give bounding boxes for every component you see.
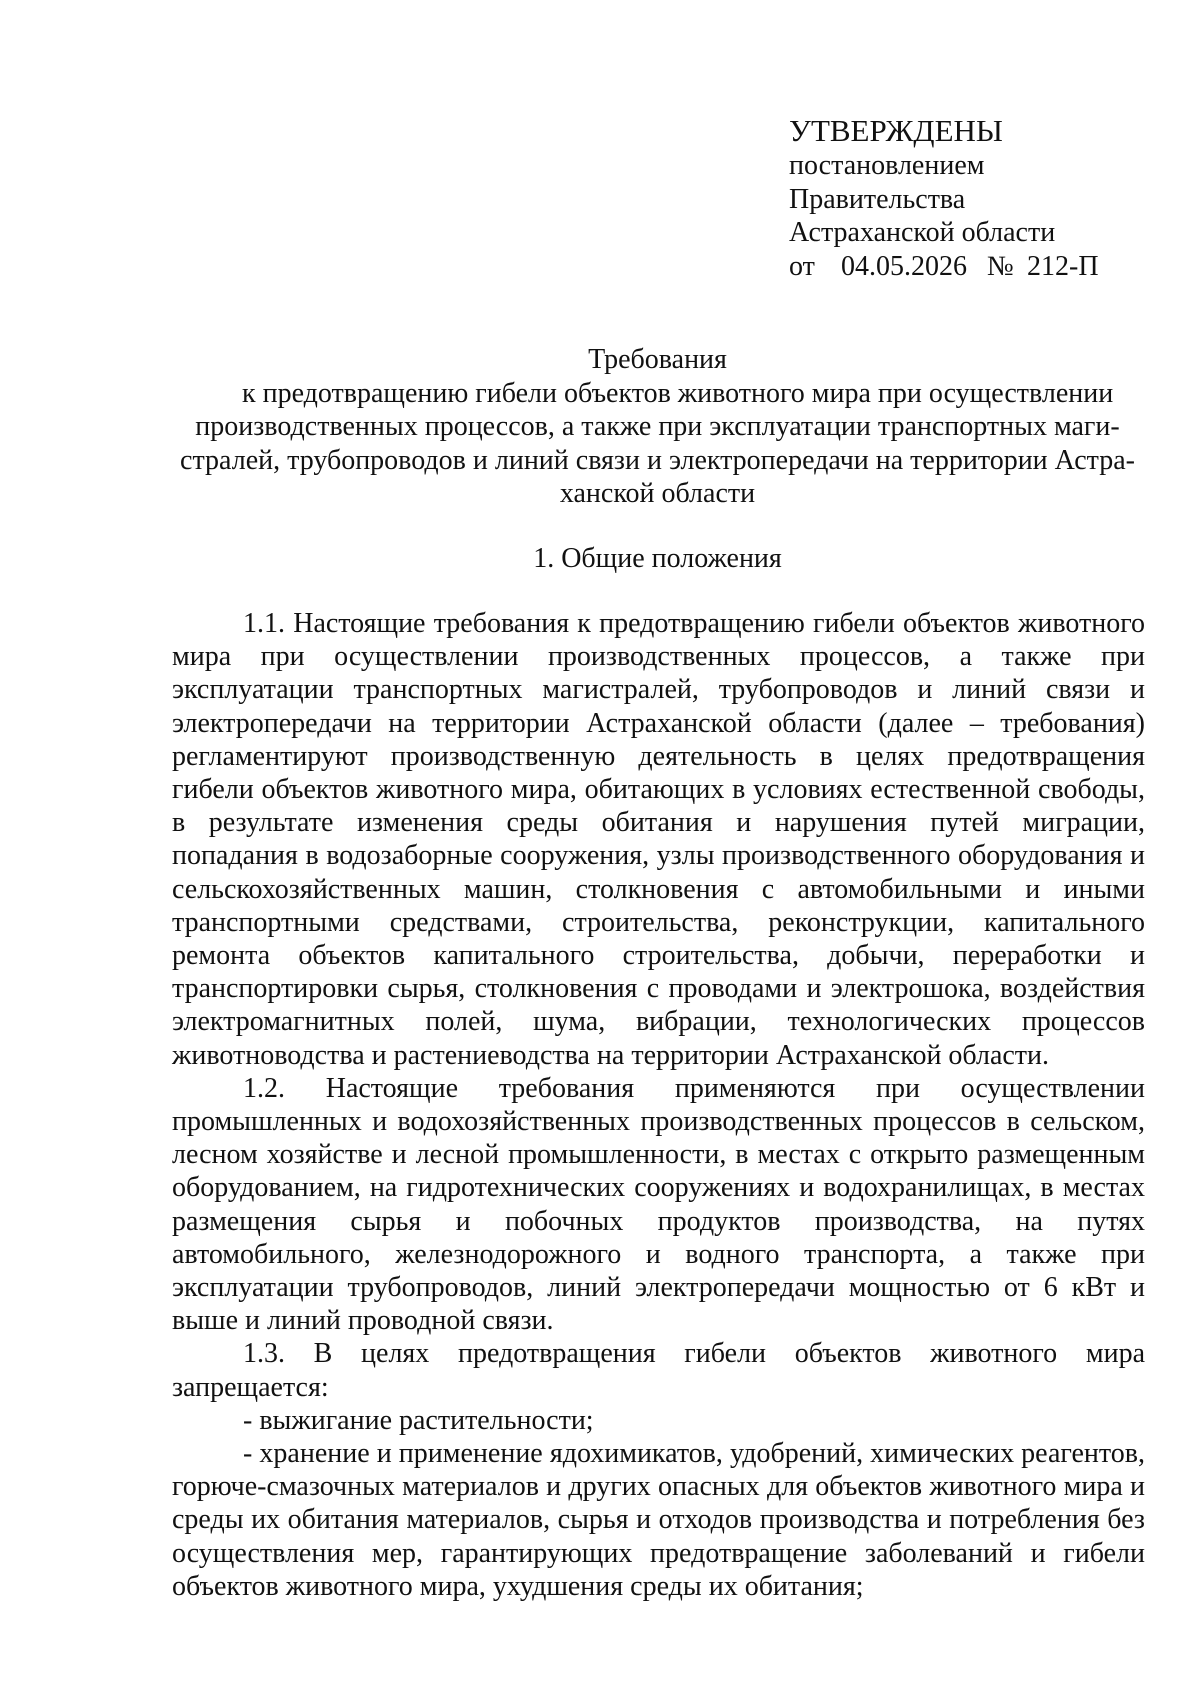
date-prefix: от <box>789 250 815 282</box>
heading-line-2: производственных процессов, а также при эксплуатации транспортных маги- <box>195 411 1120 442</box>
list-item-chemicals: - хранение и применение ядохимикатов, удобрений, химических реагентов, горюче-смазочных материалов и других опасных для объектов животного мира и среды их обитания материалов, сырья и отходов производства и потребления без осуществления мер, гарантирующих предотвращение заболеваний и гибели объектов животного мира, ухудшения среды их обитания; <box>172 1438 1145 1602</box>
heading-line-4: ханской области <box>559 478 756 509</box>
approval-line-region: Астраханской области <box>789 217 1056 248</box>
document-heading <box>170 343 1145 511</box>
paragraph-1-1: 1.1. Настоящие требования к предотвращению гибели объектов животного мира при осуществлении производственных процессов, а также при эксплуатации транспортных магистралей, трубопроводов и линий связи и электропередачи на территории Астраханской области (далее – требования) регламентируют производственную деятельность в целях предотвращения гибели объектов животного мира, обитающих в условиях естественной свободы, в результате изменения среды обитания и нарушения путей миграции, попадания в водозаборные сооружения, узлы производственного оборудования и сельскохозяйственных машин, столкновения с автомобильными и иными транспортными средствами, строительства, реконструкции, капитального ремонта объектов капитального строительства, добычи, переработки и транспортировки сырья, столкновения с проводами и электрошока, воздействия электромагнитных полей, шума, вибрации, технологических процессов животноводства и растениеводства на территории Астраханской области. <box>172 608 1145 1071</box>
heading-line-3: стралей, трубопроводов и линий связи и электропередачи на территории Астра- <box>180 444 1135 476</box>
section-title: 1. Общие положения <box>533 543 782 574</box>
approval-line-government: Правительства <box>789 183 966 215</box>
approval-date-line <box>789 250 1129 284</box>
paragraph-1-3: 1.3. В целях предотвращения гибели объектов животного мира запрещается: <box>172 1338 1145 1403</box>
heading-title: Требования <box>588 344 727 375</box>
paragraph-1-2: 1.2. Настоящие требования применяются при осуществлении промышленных и водохозяйственных производственных процессов в сельском, лесном хозяйстве и лесной промышленности, в местах с открыто размещенным оборудованием, на гидротехнических сооружениях и водохранилищах, в местах размещения сырья и побочных продуктов производства, на путях автомобильного, железнодорожного и водного транспорта, а также при эксплуатации трубопроводов, линий электропередачи мощностью от 6 кВт и выше и линий проводной связи. <box>172 1072 1145 1337</box>
approval-number: 212-П <box>1027 250 1099 282</box>
section-body <box>172 607 1145 1603</box>
heading-line-1: к предотвращению гибели объектов животного мира при осуществлении <box>242 377 1114 409</box>
approved-title: УТВЕРЖДЕНЫ <box>789 113 1003 148</box>
approval-date: 04.05.2026 <box>841 250 967 282</box>
list-item-burning: - выжигание растительности; <box>243 1404 594 1436</box>
number-sign: № <box>987 250 1014 282</box>
approval-line-resolution: постановлением <box>789 150 985 181</box>
approval-stamp-block <box>789 113 1129 283</box>
